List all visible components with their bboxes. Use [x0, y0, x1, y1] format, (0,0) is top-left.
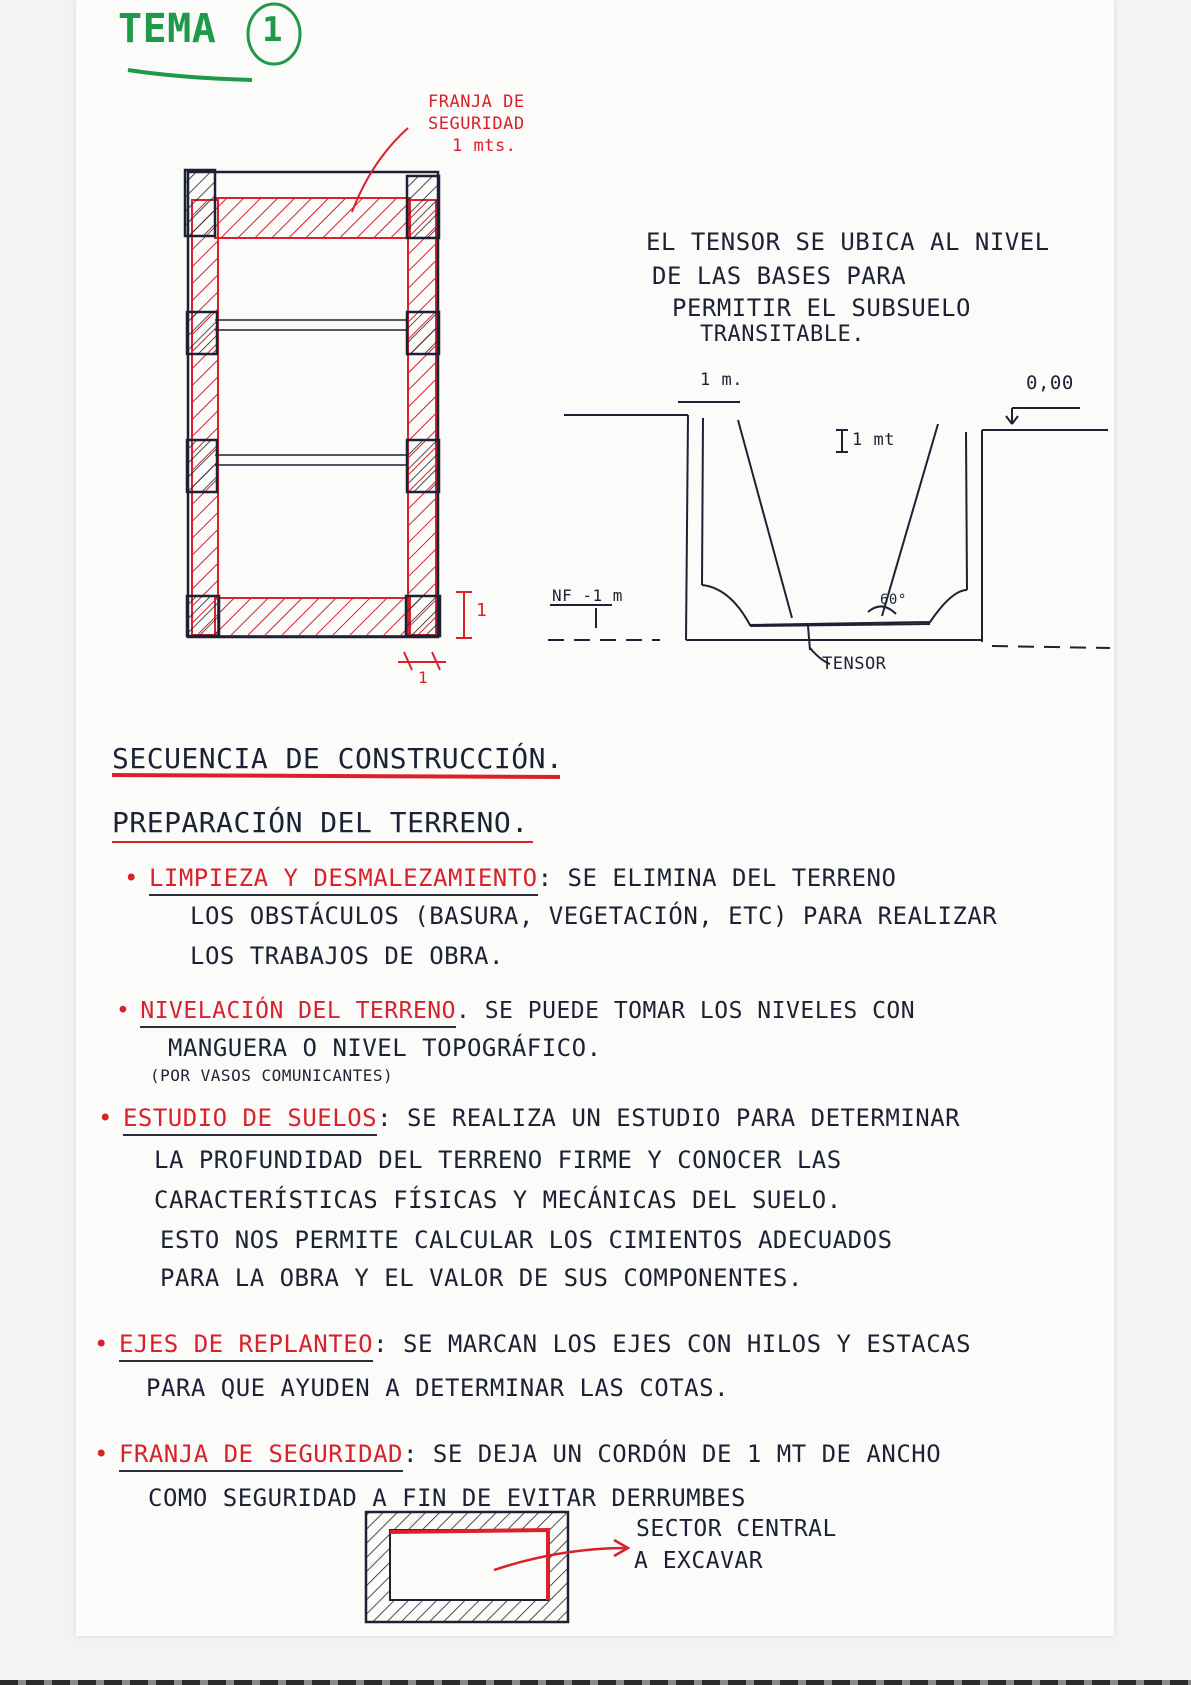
bullet-icon: • — [98, 1104, 113, 1132]
list-item-separator: : — [377, 1104, 407, 1132]
list-item-text: SE ELIMINA DEL TERRENO — [567, 864, 897, 892]
plan-view-drawing — [185, 128, 472, 670]
list-item-term: FRANJA DE SEGURIDAD — [119, 1440, 403, 1472]
list-item-separator: : — [537, 864, 568, 892]
list-item-separator: . — [456, 998, 485, 1024]
section-title: SECUENCIA DE CONSTRUCCIÓN. — [112, 742, 564, 775]
list-item-first-line — [98, 1104, 960, 1132]
section-angle: 60° — [880, 592, 907, 608]
list-item-term: ESTUDIO DE SUELOS — [123, 1104, 377, 1136]
bullet-icon: • — [94, 1330, 109, 1358]
list-item-text: LA PROFUNDIDAD DEL TERRENO FIRME Y CONOCER LAS — [154, 1146, 842, 1174]
list-item-first-line — [94, 1330, 971, 1358]
list-item-text: (POR VASOS COMUNICANTES) — [150, 1066, 394, 1085]
list-item-separator: : — [403, 1440, 433, 1468]
section-view-drawing — [548, 402, 1110, 664]
list-item-term: LIMPIEZA Y DESMALEZAMIENTO — [149, 864, 538, 896]
plan-dim-side: 1 — [476, 600, 488, 621]
list-item-text: PARA QUE AYUDEN A DETERMINAR LAS COTAS. — [146, 1374, 730, 1402]
section-note-line: EL TENSOR SE UBICA AL NIVEL — [646, 228, 1050, 256]
bullet-icon: • — [94, 1440, 109, 1468]
section-note-line: TRANSITABLE. — [700, 322, 865, 347]
bullet-icon: • — [124, 864, 139, 892]
list-item-term: NIVELACIÓN DEL TERRENO — [140, 998, 456, 1028]
excavation-plan-drawing — [366, 1512, 628, 1622]
plan-dim-bottom: 1 — [418, 668, 429, 687]
section-dim-depth: 1 mt — [852, 430, 895, 450]
list-item-separator: : — [373, 1330, 403, 1358]
list-item-text: SE PUEDE TOMAR LOS NIVELES CON — [484, 998, 916, 1024]
plan-label-line: SEGURIDAD — [428, 114, 525, 134]
page-title: TEMA — [118, 6, 217, 52]
section-nf: NF -1 m — [552, 586, 623, 605]
list-item-text: LOS TRABAJOS DE OBRA. — [190, 942, 504, 970]
title-underline — [128, 70, 252, 80]
list-item-text: CARACTERÍSTICAS FÍSICAS Y MECÁNICAS DEL SUELO. — [154, 1186, 842, 1214]
list-item-text: PARA LA OBRA Y EL VALOR DE SUS COMPONENTES. — [160, 1264, 803, 1292]
section-note-line: DE LAS BASES PARA — [652, 262, 907, 290]
list-item-text: COMO SEGURIDAD A FIN DE EVITAR DERRUMBES — [148, 1484, 746, 1512]
bullet-icon: • — [116, 998, 131, 1024]
list-item-text: SE REALIZA UN ESTUDIO PARA DETERMINAR — [407, 1104, 961, 1132]
list-item-term: EJES DE REPLANTEO — [119, 1330, 373, 1362]
list-item-first-line — [124, 864, 896, 892]
list-item-text: LOS OBSTÁCULOS (BASURA, VEGETACIÓN, ETC) PARA REALIZAR — [190, 902, 998, 930]
list-item-first-line — [116, 998, 915, 1024]
section-level: 0,00 — [1026, 372, 1074, 394]
list-item-text: MANGUERA O NIVEL TOPOGRÁFICO. — [168, 1034, 602, 1062]
section-note-line: PERMITIR EL SUBSUELO — [672, 294, 971, 322]
list-item-text: SE MARCAN LOS EJES CON HILOS Y ESTACAS — [403, 1330, 972, 1358]
page-title-number: 1 — [262, 10, 283, 50]
list-item-text: ESTO NOS PERMITE CALCULAR LOS CIMIENTOS ADECUADOS — [160, 1226, 893, 1254]
list-item-first-line — [94, 1440, 941, 1468]
section-dim-top: 1 m. — [700, 370, 743, 390]
section-tensor-label: TENSOR — [822, 654, 887, 674]
plan-label-line: FRANJA DE — [428, 92, 525, 112]
excavation-label-line: A EXCAVAR — [634, 1548, 764, 1574]
subsection-title: PREPARACIÓN DEL TERRENO. — [112, 806, 533, 843]
plan-label-line: 1 mts. — [452, 136, 517, 156]
list-item-text: SE DEJA UN CORDÓN DE 1 MT DE ANCHO — [432, 1440, 942, 1468]
excavation-label-line: SECTOR CENTRAL — [636, 1516, 837, 1542]
section-title-underline — [112, 775, 560, 777]
